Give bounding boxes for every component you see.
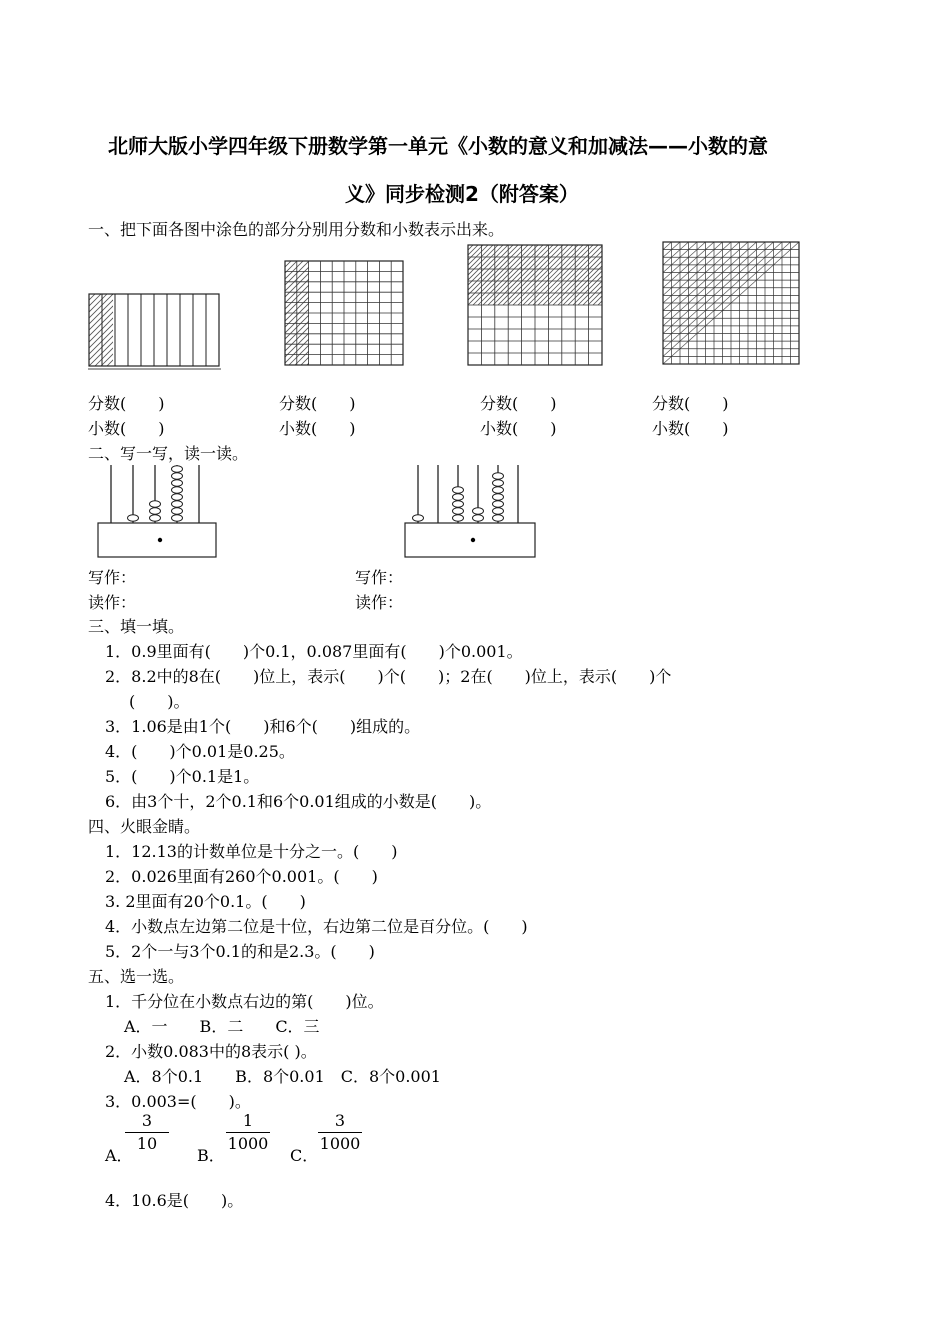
judge-item-5: 5．2个一与3个0.1的和是2.3。( ): [105, 942, 375, 961]
decimal-blank-4[interactable]: 小数( ): [652, 419, 729, 438]
figure-grid-hundredths-b: [467, 244, 603, 366]
choice-q2-options: A．8个0.1 B．8个0.01 C．8个0.001: [124, 1067, 441, 1086]
figure-grid-diagonal: [662, 241, 802, 367]
fill-item-6: 6．由3个十，2个0.1和6个0.01组成的小数是( )。: [105, 792, 492, 811]
fill-item-2-cont: ( )。: [129, 692, 190, 711]
abacus-bead: [493, 487, 504, 493]
abacus-bead: [172, 466, 183, 472]
judge-item-2: 2．0.026里面有260个0.001。( ): [105, 867, 378, 886]
figure-strip-tenths: [88, 292, 222, 370]
abacus-bead: [172, 473, 183, 479]
abacus-bead: [493, 508, 504, 514]
choice-q1-options: A．一 B．二 C．三: [124, 1017, 320, 1036]
fill-item-2: 2．8.2中的8在( )位上，表示( )个( )；2在( )位上，表示( )个: [105, 667, 672, 686]
write-label-1: 写作：: [88, 568, 137, 587]
abacus-bead: [493, 473, 504, 479]
choice-q3-option-b-label: B．: [197, 1146, 225, 1165]
fraction-blank-1[interactable]: 分数( ): [88, 394, 165, 413]
decimal-blank-3[interactable]: 小数( ): [480, 419, 557, 438]
abacus-bead: [172, 494, 183, 500]
fraction-numerator: 3: [318, 1110, 362, 1133]
fraction-numerator: 3: [125, 1110, 169, 1133]
choice-q3-option-a-label: A．: [105, 1146, 133, 1165]
fraction-numerator: 1: [226, 1110, 270, 1133]
abacus-bead: [172, 501, 183, 507]
section2-heading: 二、写一写，读一读。: [88, 444, 249, 463]
choice-q4: 4．10.6是( )。: [105, 1191, 244, 1210]
choice-q3-option-a-fraction: [125, 1110, 169, 1155]
abacus-base: [405, 523, 535, 557]
fraction-denominator: 10: [136, 1134, 158, 1153]
decimal-blank-2[interactable]: 小数( ): [279, 419, 356, 438]
abacus-bead: [150, 501, 161, 507]
read-label-2: 读作：: [355, 593, 404, 612]
abacus-bead: [453, 494, 464, 500]
abacus-bead: [453, 501, 464, 507]
fraction-blank-4[interactable]: 分数( ): [652, 394, 729, 413]
section1-heading: 一、把下面各图中涂色的部分分别用分数和小数表示出来。: [88, 220, 505, 239]
section3-heading: 三、填一填。: [88, 617, 185, 636]
fraction-denominator: 1000: [319, 1134, 361, 1153]
fill-item-3: 3．1.06是由1个( )和6个( )组成的。: [105, 717, 421, 736]
abacus-2: [404, 463, 538, 561]
choice-q3-option-b-fraction: [226, 1110, 270, 1155]
write-label-2: 写作：: [355, 568, 404, 587]
judge-item-1: 1．12.13的计数单位是十分之一。( ): [105, 842, 398, 861]
abacus-bead: [493, 515, 504, 521]
abacus-1: [97, 463, 219, 561]
fraction-blank-3[interactable]: 分数( ): [480, 394, 557, 413]
fill-item-1: 1．0.9里面有( )个0.1，0.087里面有( )个0.001。: [105, 642, 523, 661]
abacus-bead: [172, 515, 183, 521]
abacus-bead: [172, 480, 183, 486]
abacus-bead: [150, 508, 161, 514]
abacus-decimal-point: [158, 538, 162, 542]
fraction-blank-2[interactable]: 分数( ): [279, 394, 356, 413]
abacus-base: [98, 523, 216, 557]
abacus-bead: [473, 508, 484, 514]
judge-item-4: 4．小数点左边第二位是十位，右边第二位是百分位。( ): [105, 917, 528, 936]
choice-q3-option-c-fraction: [318, 1110, 362, 1155]
abacus-bead: [150, 515, 161, 521]
abacus-bead: [453, 515, 464, 521]
abacus-bead: [493, 494, 504, 500]
page-title-line2: 义》同步检测2（附答案）: [345, 182, 579, 206]
section4-heading: 四、火眼金睛。: [88, 817, 201, 836]
choice-q2: 2．小数0.083中的8表示( )。: [105, 1042, 317, 1061]
fill-item-4: 4．( )个0.01是0.25。: [105, 742, 295, 761]
abacus-bead: [453, 508, 464, 514]
page-title-line1: 北师大版小学四年级下册数学第一单元《小数的意义和加减法——小数的意: [108, 134, 768, 158]
judge-item-3: 3. 2里面有20个0.1。( ): [105, 892, 306, 911]
abacus-decimal-point: [471, 538, 475, 542]
choice-q3-option-c-label: C．: [290, 1146, 319, 1165]
abacus-bead: [453, 487, 464, 493]
choice-q1: 1．千分位在小数点右边的第( )位。: [105, 992, 384, 1011]
hatch-shading: [17, 294, 251, 366]
abacus-bead: [473, 515, 484, 521]
abacus-bead: [493, 501, 504, 507]
figure-grid-hundredths-a: [284, 260, 404, 366]
decimal-blank-1[interactable]: 小数( ): [88, 419, 165, 438]
abacus-bead: [172, 508, 183, 514]
abacus-bead: [172, 487, 183, 493]
abacus-bead: [128, 515, 139, 521]
abacus-bead: [413, 515, 424, 521]
abacus-bead: [493, 480, 504, 486]
choice-q3: 3．0.003=( )。: [105, 1092, 251, 1111]
fraction-denominator: 1000: [227, 1134, 269, 1153]
fill-item-5: 5．( )个0.1是1。: [105, 767, 260, 786]
read-label-1: 读作：: [88, 593, 137, 612]
section5-heading: 五、选一选。: [88, 967, 185, 986]
